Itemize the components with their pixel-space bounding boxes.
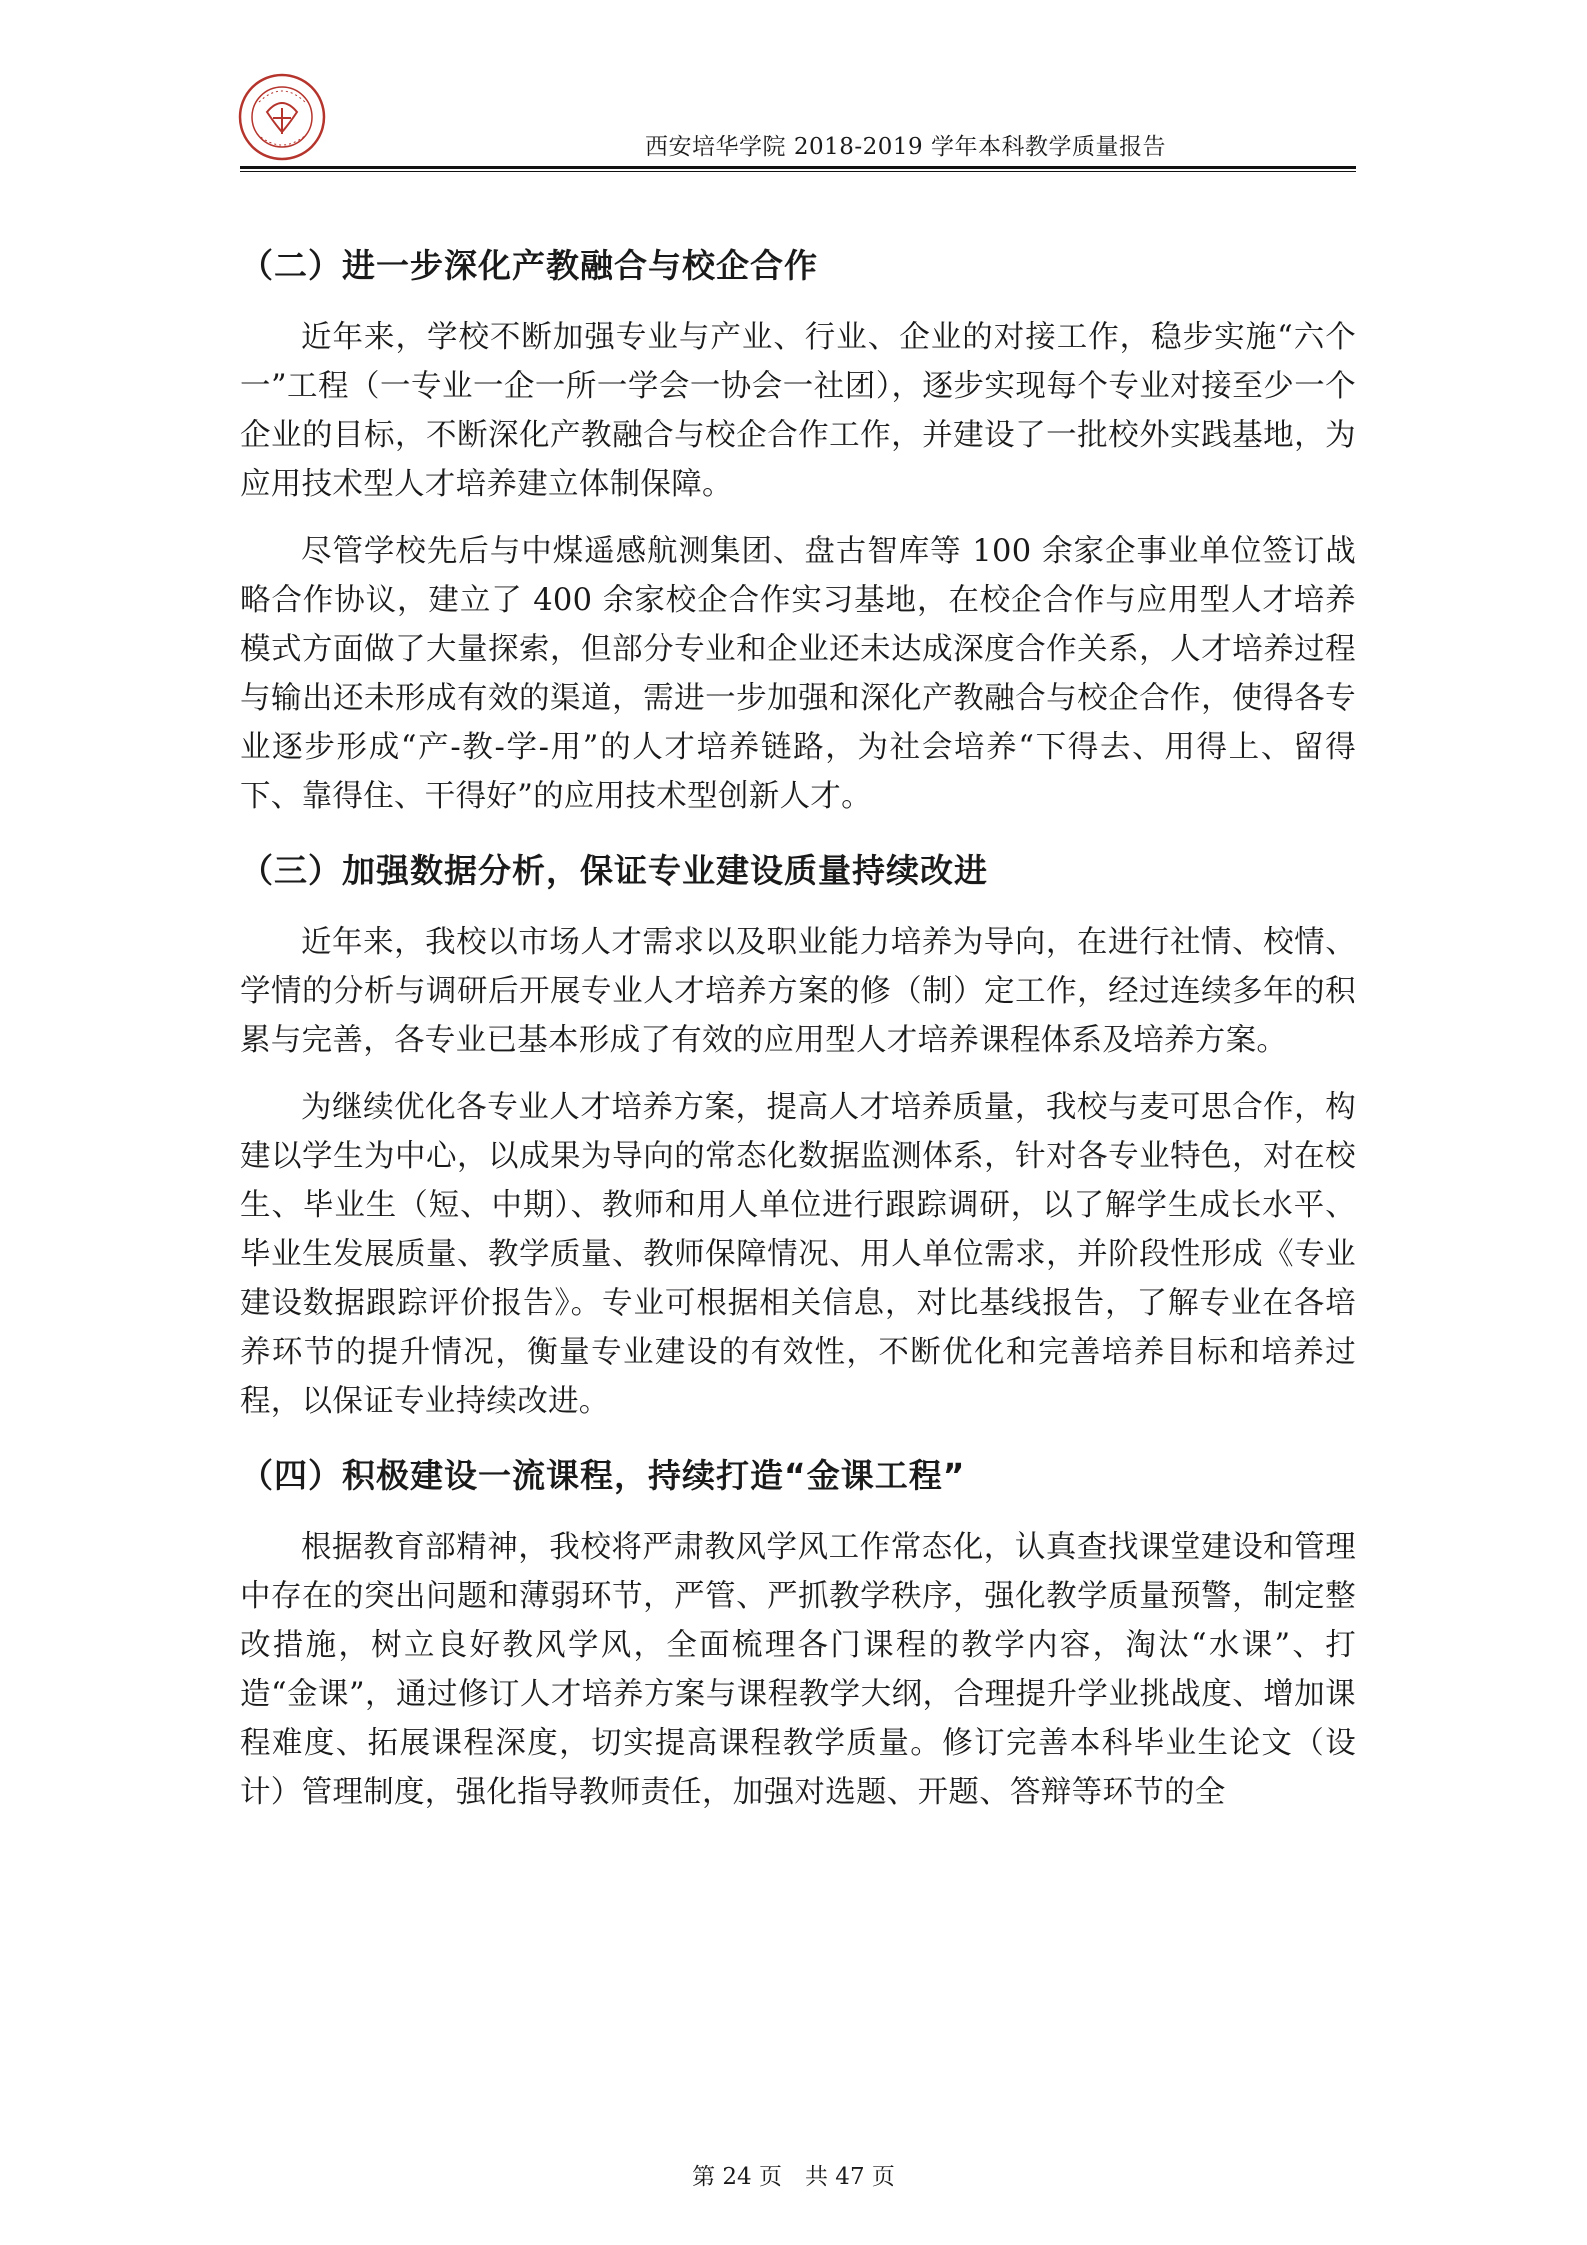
- section-heading: （二）进一步深化产教融合与校企合作: [240, 246, 818, 285]
- header-rule-thin: [240, 171, 1356, 172]
- header-rule: [240, 166, 1356, 169]
- section-4: [240, 1450, 1356, 1817]
- section-3: [240, 845, 1356, 1426]
- page-body: [240, 240, 1356, 1835]
- paragraph: 近年来，我校以市场人才需求以及职业能力培养为导向，在进行社情、校情、学情的分析与调研后开展专业人才培养方案的修（制）定工作，经过连续多年的积累与完善，各专业已基本形成了有效的应用型人才培养课程体系及培养方案。: [240, 925, 1356, 1058]
- paragraph: 近年来，学校不断加强专业与产业、行业、企业的对接工作，稳步实施“六个一”工程（一专业一企一所一学会一协会一社团），逐步实现每个专业对接至少一个企业的目标，不断深化产教融合与校企合作工作，并建设了一批校外实践基地，为应用技术型人才培养建立体制保障。: [240, 320, 1356, 502]
- running-header-title: 西安培华学院 2018-2019 学年本科教学质量报告: [645, 134, 1166, 160]
- paragraph: 根据教育部精神，我校将严肃教风学风工作常态化，认真查找课堂建设和管理中存在的突出问题和薄弱环节，严管、严抓教学秩序，强化教学质量预警，制定整改措施，树立良好教风学风，全面梳理各门课程的教学内容，淘汰“水课”、打造“金课”，通过修订人才培养方案与课程教学大纲，合理提升学业挑战度、增加课程难度、拓展课程深度，切实提高课程教学质量。修订完善本科毕业生论文（设计）管理制度，强化指导教师责任，加强对选题、开题、答辩等环节的全: [240, 1530, 1356, 1810]
- page-number: 第 24 页 共 47 页: [692, 2164, 895, 2190]
- section-2: [240, 240, 1356, 821]
- section-heading: （四）积极建设一流课程，持续打造“金课工程”: [240, 1456, 966, 1495]
- section-heading: （三）加强数据分析，保证专业建设质量持续改进: [240, 851, 988, 890]
- paragraph: 为继续优化各专业人才培养方案，提高人才培养质量，我校与麦可思合作，构建以学生为中心，以成果为导向的常态化数据监测体系，针对各专业特色，对在校生、毕业生（短、中期）、教师和用人单位进行跟踪调研，以了解学生成长水平、毕业生发展质量、教学质量、教师保障情况、用人单位需求，并阶段性形成《专业建设数据跟踪评价报告》。专业可根据相关信息，对比基线报告，了解专业在各培养环节的提升情况，衡量专业建设的有效性，不断优化和完善培养目标和培养过程，以保证专业持续改进。: [240, 1090, 1356, 1419]
- paragraph: 尽管学校先后与中煤遥感航测集团、盘古智库等 100 余家企事业单位签订战略合作协议，建立了 400 余家校企合作实习基地，在校企合作与应用型人才培养模式方面做了大量探索，但部分专业和企业还未达成深度合作关系，人才培养过程与输出还未形成有效的渠道，需进一步加强和深化产教融合与校企合作，使得各专业逐步形成“产-教-学-用”的人才培养链路，为社会培养“下得去、用得上、留得下、靠得住、干得好”的应用技术型创新人才。: [240, 534, 1356, 814]
